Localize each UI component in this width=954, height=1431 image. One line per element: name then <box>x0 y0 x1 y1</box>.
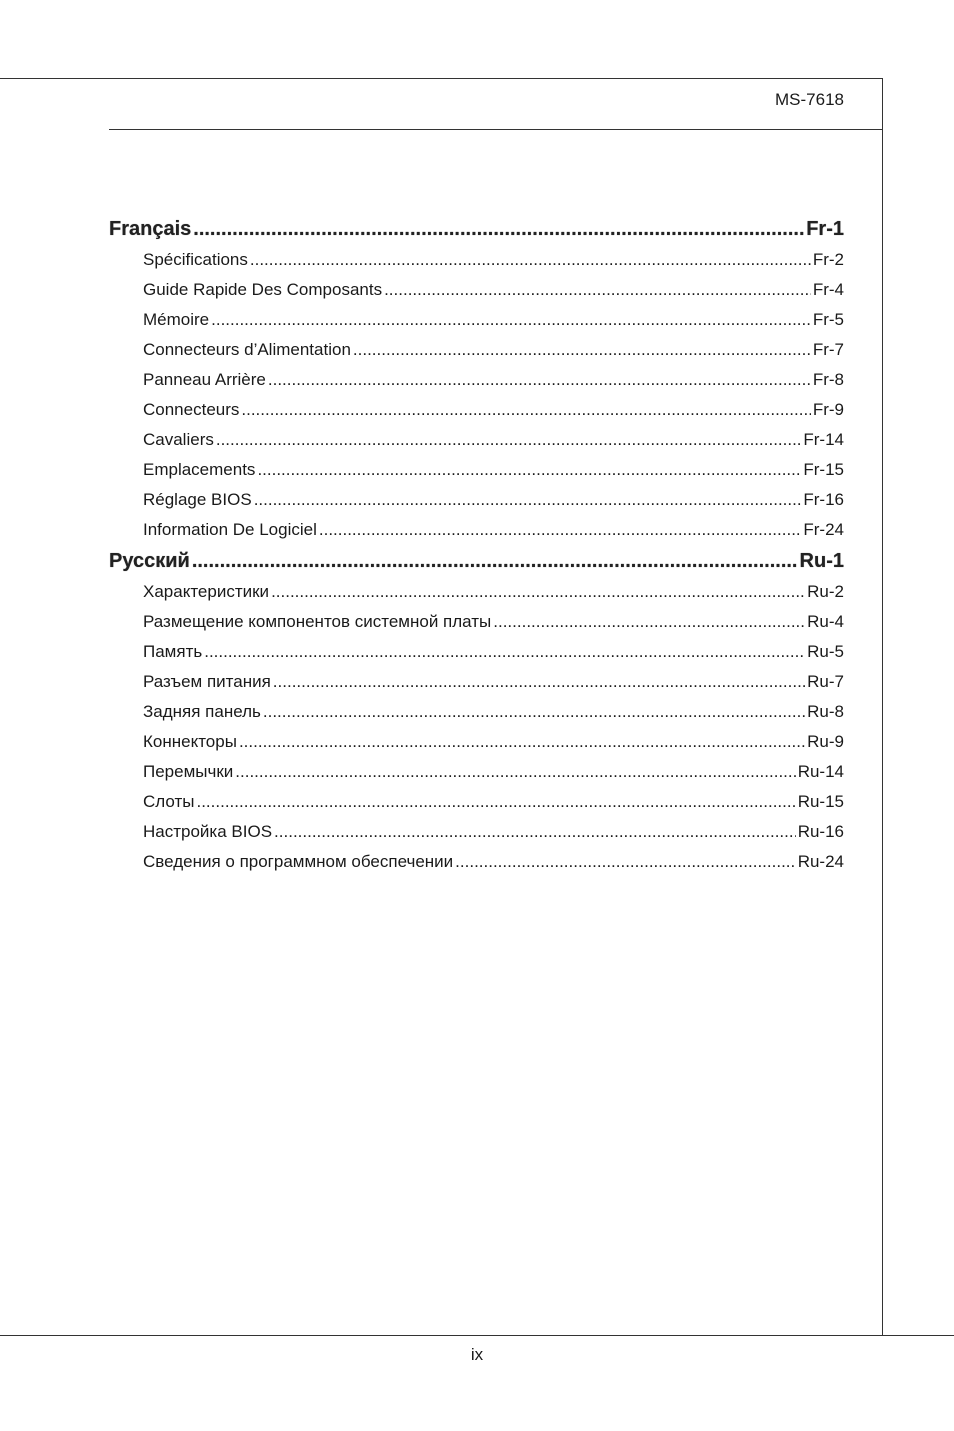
toc-entry-label: Характеристики <box>143 582 270 601</box>
toc-entry[interactable] <box>109 582 844 612</box>
toc-entry-label: Слоты <box>143 792 195 811</box>
dot-leader <box>192 550 798 573</box>
toc-entry[interactable] <box>109 310 844 340</box>
toc-section-russian[interactable] <box>109 550 844 582</box>
dot-leader <box>273 672 805 692</box>
dot-leader <box>216 430 802 450</box>
toc-section-title: Русский <box>109 550 190 572</box>
right-border-line <box>882 78 883 1335</box>
dot-leader <box>204 642 805 662</box>
toc-page-ref: Fr-1 <box>806 218 844 240</box>
toc-entry[interactable] <box>109 430 844 460</box>
toc-page-ref: Ru-2 <box>807 582 844 601</box>
toc-entry-label: Размещение компонентов системной платы <box>143 612 492 631</box>
toc-entry[interactable] <box>109 370 844 400</box>
toc-entry[interactable] <box>109 702 844 732</box>
toc-entry-label: Cavaliers <box>143 430 214 449</box>
dot-leader <box>239 732 805 752</box>
dot-leader <box>268 370 811 390</box>
toc-entry[interactable] <box>109 822 844 852</box>
toc-entry[interactable] <box>109 852 844 882</box>
toc-page-ref: Fr-4 <box>812 280 844 299</box>
dot-leader <box>241 400 810 420</box>
toc-page-ref: Ru-16 <box>797 822 844 841</box>
header-divider <box>109 129 882 130</box>
toc-entry-label: Память <box>143 642 203 661</box>
toc-entry-label: Guide Rapide Des Composants <box>143 280 383 299</box>
top-border-line <box>0 78 882 79</box>
toc-entry-label: Emplacements <box>143 460 256 479</box>
toc-entry[interactable] <box>109 400 844 430</box>
dot-leader <box>493 612 805 632</box>
toc-entry[interactable] <box>109 792 844 822</box>
toc-page-ref: Fr-24 <box>803 520 844 539</box>
model-number: MS-7618 <box>775 90 844 109</box>
toc-entry-label: Panneau Arrière <box>143 370 266 389</box>
toc-page-ref: Ru-1 <box>799 550 844 572</box>
toc-entry[interactable] <box>109 460 844 490</box>
toc-page-ref: Fr-5 <box>812 310 844 329</box>
toc-page-ref: Fr-8 <box>812 370 844 389</box>
toc-section-title: Français <box>109 218 192 240</box>
toc-entry[interactable] <box>109 762 844 792</box>
toc-entry-label: Connecteurs d’Alimentation <box>143 340 351 359</box>
toc-page-ref: Fr-7 <box>812 340 844 359</box>
dot-leader <box>274 822 796 842</box>
toc-entry-label: Mémoire <box>143 310 210 329</box>
toc-entry[interactable] <box>109 672 844 702</box>
dot-leader <box>271 582 805 602</box>
toc-entry-label: Spécifications <box>143 250 248 269</box>
page-number: ix <box>470 1345 484 1364</box>
toc-entry[interactable] <box>109 280 844 310</box>
dot-leader <box>211 310 811 330</box>
toc-page-ref: Ru-24 <box>797 852 844 871</box>
toc-page-ref: Fr-9 <box>812 400 844 419</box>
toc-page-ref: Fr-14 <box>803 430 844 449</box>
toc-page-ref: Ru-8 <box>807 702 844 721</box>
toc-entry-label: Connecteurs <box>143 400 240 419</box>
bottom-border-line <box>0 1335 954 1336</box>
toc-entry[interactable] <box>109 612 844 642</box>
dot-leader <box>455 852 796 872</box>
toc-entry-label: Задняя панель <box>143 702 261 721</box>
toc-entry-label: Réglage BIOS <box>143 490 252 509</box>
toc-entry-label: Перемычки <box>143 762 234 781</box>
toc-page-ref: Ru-7 <box>807 672 844 691</box>
table-of-contents <box>109 218 844 882</box>
toc-page-ref: Ru-15 <box>797 792 844 811</box>
toc-page-ref: Fr-15 <box>803 460 844 479</box>
toc-page-ref: Ru-4 <box>807 612 844 631</box>
dot-leader <box>319 520 802 540</box>
toc-page-ref: Ru-14 <box>797 762 844 781</box>
toc-entry[interactable] <box>109 490 844 520</box>
dot-leader <box>384 280 811 300</box>
dot-leader <box>254 490 802 510</box>
dot-leader <box>250 250 811 270</box>
toc-entry[interactable] <box>109 520 844 550</box>
toc-section-french[interactable] <box>109 218 844 250</box>
dot-leader <box>353 340 811 360</box>
toc-page-ref: Fr-16 <box>803 490 844 509</box>
toc-entry-label: Настройка BIOS <box>143 822 273 841</box>
toc-entry[interactable] <box>109 642 844 672</box>
toc-entry[interactable] <box>109 250 844 280</box>
dot-leader <box>257 460 801 480</box>
toc-entry-label: Разъем питания <box>143 672 271 691</box>
toc-entry-label: Сведения о программном обеспечении <box>143 852 454 871</box>
toc-page-ref: Ru-5 <box>807 642 844 661</box>
toc-page-ref: Fr-2 <box>812 250 844 269</box>
dot-leader <box>235 762 795 782</box>
toc-entry-label: Коннекторы <box>143 732 237 751</box>
toc-entry[interactable] <box>109 732 844 762</box>
dot-leader <box>193 218 804 241</box>
toc-page-ref: Ru-9 <box>807 732 844 751</box>
dot-leader <box>196 792 795 812</box>
dot-leader <box>263 702 805 722</box>
toc-entry[interactable] <box>109 340 844 370</box>
toc-entry-label: Information De Logiciel <box>143 520 317 539</box>
